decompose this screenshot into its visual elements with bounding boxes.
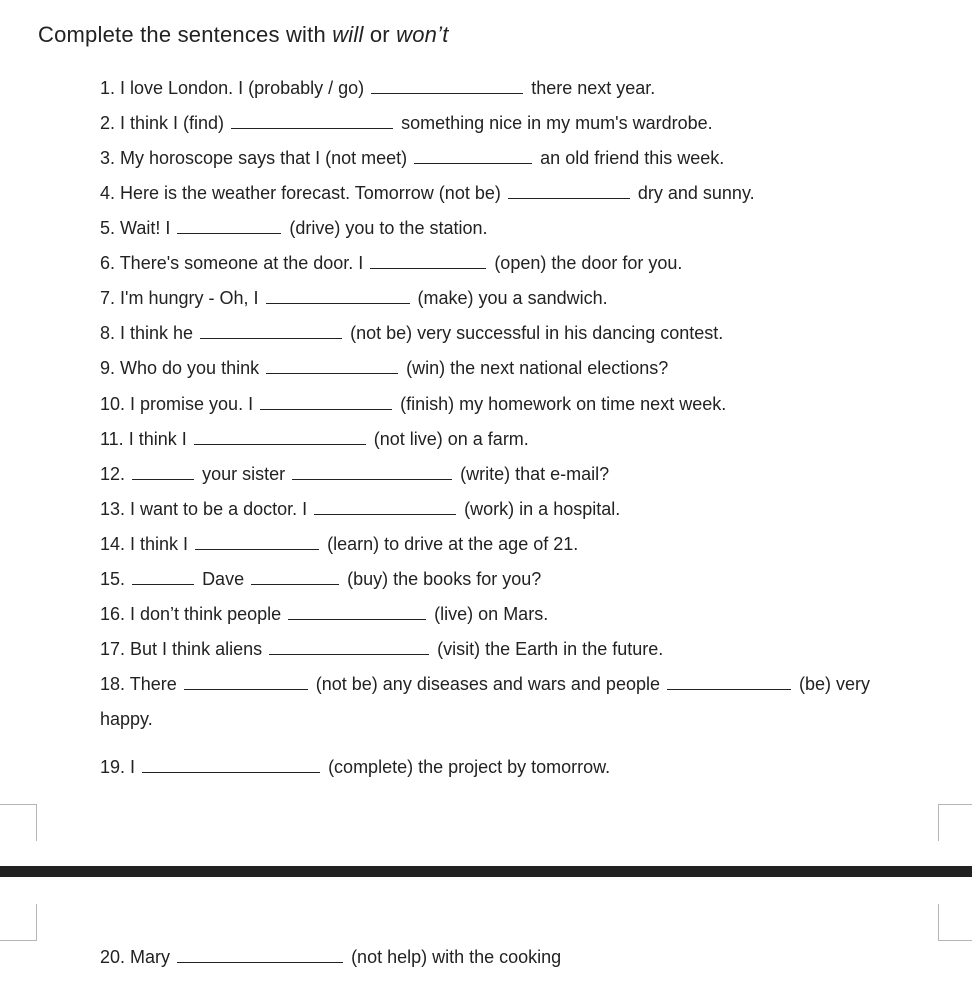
title-word-will: will <box>332 22 364 47</box>
sentence-text: Dave <box>202 569 245 589</box>
sentence-7 <box>100 287 608 309</box>
sentence-text: (win) the next national elections? <box>406 358 669 378</box>
sentence-text: (make) you a sandwich. <box>417 288 608 308</box>
sentence-15 <box>100 568 541 590</box>
sentence-17 <box>100 638 663 660</box>
answer-blank[interactable] <box>184 673 308 690</box>
sentence-text: dry and sunny. <box>637 183 755 203</box>
sentence-text: there next year. <box>531 78 656 98</box>
answer-blank[interactable] <box>414 147 532 164</box>
sentence-3 <box>100 147 724 169</box>
page-corner-mark <box>938 804 972 841</box>
sentence-text: (complete) the project by tomorrow. <box>328 757 611 777</box>
sentence-text: (write) that e-mail? <box>460 464 610 484</box>
sentence-text: 1. I love London. I (probably / go) <box>100 78 365 98</box>
answer-blank[interactable] <box>260 393 392 410</box>
sentence-text: (not help) with the cooking <box>351 947 562 967</box>
sentence-2 <box>100 112 713 134</box>
title-prefix: Complete the sentences with <box>38 22 326 47</box>
answer-blank[interactable] <box>132 568 194 585</box>
sentence-text: 9. Who do you think <box>100 358 260 378</box>
sentence-text: 10. I promise you. I <box>100 394 254 414</box>
sentence-1 <box>100 77 655 99</box>
title-conjunction: or <box>369 22 390 47</box>
sentence-9 <box>100 357 668 379</box>
sentence-text: (drive) you to the station. <box>289 218 488 238</box>
answer-blank[interactable] <box>266 357 398 374</box>
sentence-text: 8. I think he <box>100 323 194 343</box>
sentence-text: 18. There <box>100 674 177 694</box>
sentence-text: (open) the door for you. <box>494 253 683 273</box>
sentence-text: (not be) any diseases and wars and people <box>315 674 660 694</box>
sentence-text: (live) on Mars. <box>434 604 549 624</box>
answer-blank[interactable] <box>266 287 410 304</box>
answer-blank[interactable] <box>194 428 366 445</box>
answer-blank[interactable] <box>200 322 342 339</box>
answer-blank[interactable] <box>292 463 452 480</box>
sentence-text: 15. <box>100 569 126 589</box>
answer-blank[interactable] <box>142 756 320 773</box>
page-break-bar <box>0 866 972 877</box>
sentence-19 <box>100 756 610 778</box>
sentence-text: (work) in a hospital. <box>464 499 621 519</box>
page-corner-mark <box>0 804 37 841</box>
sentence-16 <box>100 603 548 625</box>
sentence-18 <box>100 673 870 695</box>
answer-blank[interactable] <box>288 603 426 620</box>
sentence-6 <box>100 252 682 274</box>
answer-blank[interactable] <box>269 638 429 655</box>
sentence-text: (not live) on a farm. <box>373 429 529 449</box>
answer-blank[interactable] <box>231 112 393 129</box>
answer-blank[interactable] <box>667 673 791 690</box>
sentence-text: 12. <box>100 464 126 484</box>
sentence-text: 13. I want to be a doctor. I <box>100 499 308 519</box>
sentence-text: happy. <box>100 709 153 729</box>
sentence-text: 2. I think I (find) <box>100 113 225 133</box>
sentence-text: an old friend this week. <box>540 148 725 168</box>
sentence-5 <box>100 217 488 239</box>
sentence-11 <box>100 428 529 450</box>
sentence-text: 20. Mary <box>100 947 171 967</box>
sentence-14 <box>100 533 578 555</box>
sentence-text: (not be) very successful in his dancing contest. <box>350 323 724 343</box>
answer-blank[interactable] <box>251 568 339 585</box>
sentence-text: 16. I don’t think people <box>100 604 282 624</box>
sentence-10 <box>100 393 726 415</box>
answer-blank[interactable] <box>177 217 281 234</box>
page-corner-mark <box>938 904 972 941</box>
sentence-text: 19. I <box>100 757 136 777</box>
answer-blank[interactable] <box>371 77 523 94</box>
sentence-8 <box>100 322 723 344</box>
sentence-text: 4. Here is the weather forecast. Tomorrow (not be) <box>100 183 501 203</box>
answer-blank[interactable] <box>195 533 319 550</box>
sentence-text: (visit) the Earth in the future. <box>437 639 664 659</box>
answer-blank[interactable] <box>370 252 486 269</box>
sentence-text: (buy) the books for you? <box>347 569 542 589</box>
sentence-12 <box>100 463 609 485</box>
answer-blank[interactable] <box>314 498 456 515</box>
sentence-text: 11. I think I <box>100 429 187 449</box>
sentence-text: 14. I think I <box>100 534 189 554</box>
page-corner-mark <box>0 904 37 941</box>
sentence-13 <box>100 498 620 520</box>
sentence-20 <box>100 946 561 968</box>
answer-blank[interactable] <box>177 946 343 963</box>
sentence-text: 7. I'm hungry - Oh, I <box>100 288 259 308</box>
answer-blank[interactable] <box>132 463 194 480</box>
sentence-18-continued <box>100 708 153 730</box>
sentence-text: 6. There's someone at the door. I <box>100 253 364 273</box>
sentence-4 <box>100 182 755 204</box>
sentence-text: your sister <box>202 464 286 484</box>
sentence-text: (learn) to drive at the age of 21. <box>327 534 579 554</box>
sentence-text: (be) very <box>799 674 871 694</box>
sentence-text: 17. But I think aliens <box>100 639 263 659</box>
sentence-text: (finish) my homework on time next week. <box>400 394 727 414</box>
sentence-text: 3. My horoscope says that I (not meet) <box>100 148 408 168</box>
sentence-text: something nice in my mum's wardrobe. <box>401 113 713 133</box>
sentence-text: 5. Wait! I <box>100 218 171 238</box>
answer-blank[interactable] <box>508 182 630 199</box>
worksheet-title <box>38 22 449 48</box>
title-word-wont: won’t <box>396 22 449 47</box>
